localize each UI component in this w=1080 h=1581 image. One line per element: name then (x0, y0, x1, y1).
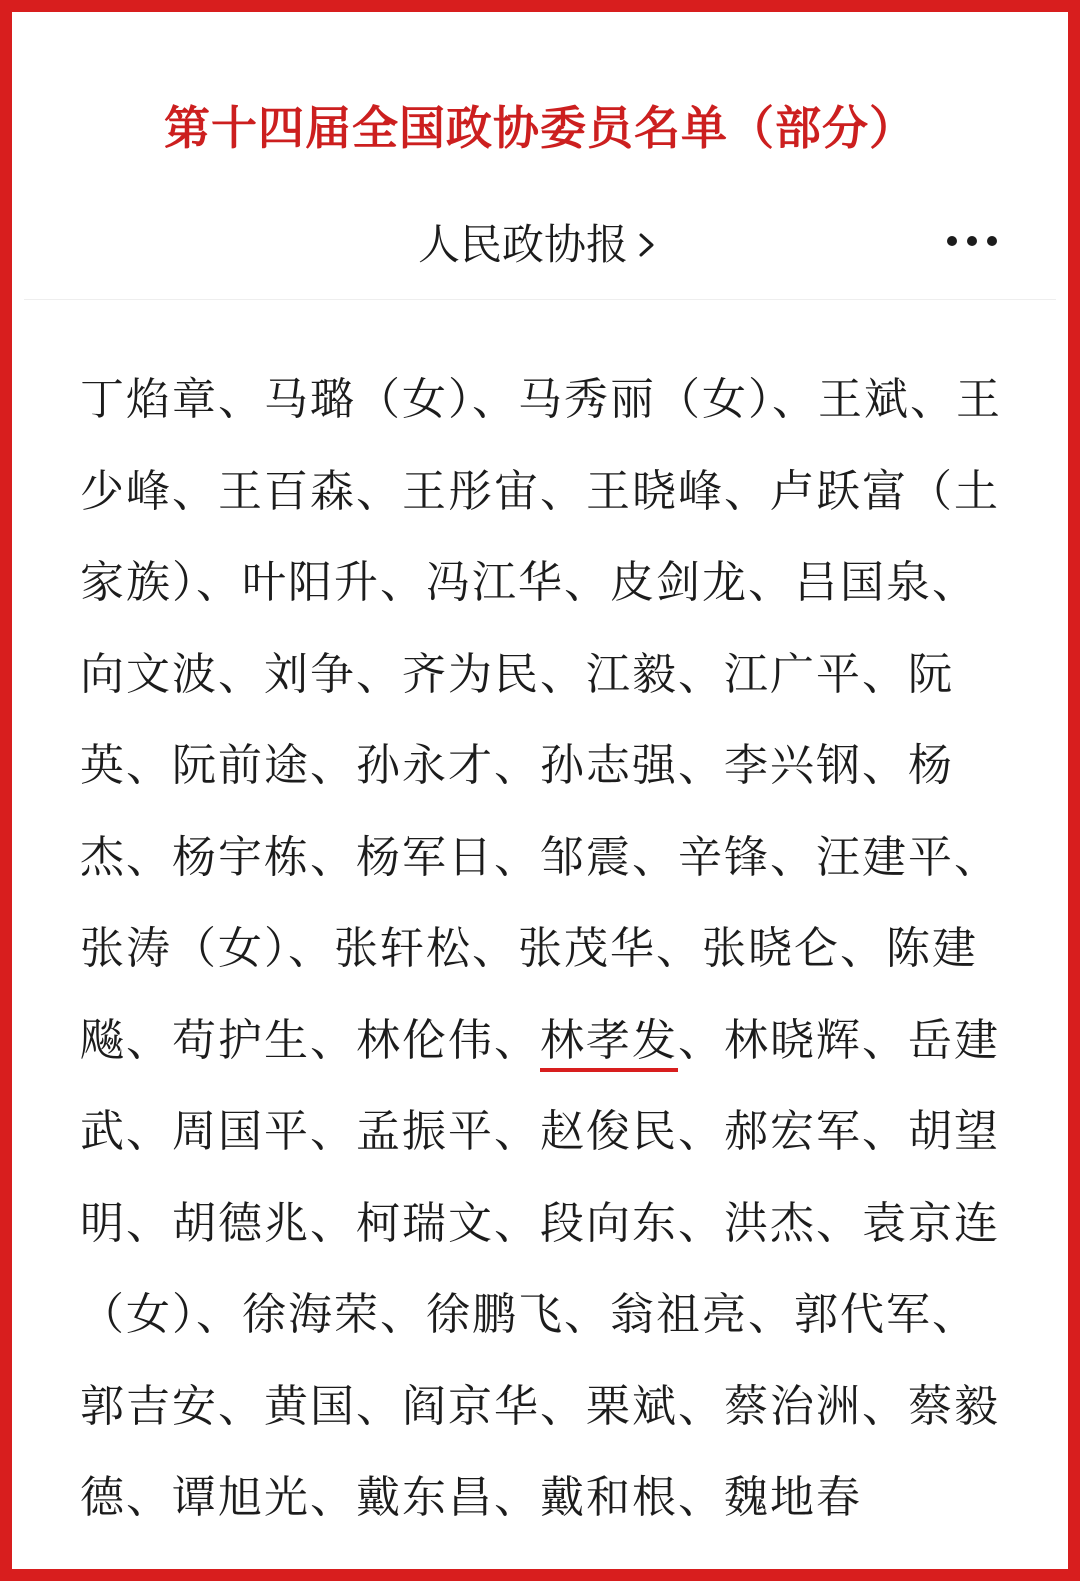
account-link[interactable] (12, 212, 1068, 275)
account-name: 人民政协报 (417, 219, 628, 269)
account-row (12, 212, 1068, 272)
member-name-link[interactable]: 林孝发 (540, 1015, 678, 1072)
header-divider (24, 299, 1056, 300)
member-list-text-part1: 丁焰章、马璐（女）、马秀丽（女）、王斌、王少峰、王百森、王彤宙、王晓峰、卢跃富（土家族）、叶阳升、冯江华、皮剑龙、吕国泉、向文波、刘争、齐为民、江毅、江广平、阮英、阮前途、孙永才、孙志强、李兴钢、杨杰、杨宇栋、杨军日、邹震、辛锋、汪建平、张涛（女）、张轩松、张茂华、张晓仑、陈建飚、苟护生、林伦伟、 (80, 374, 1002, 1066)
member-list (80, 354, 1008, 1544)
chevron-right-icon (632, 225, 662, 265)
member-list-text-part2: 、林晓辉、岳建武、周国平、孟振平、赵俊民、郝宏军、胡望明、胡德兆、柯瑞文、段向东、洪杰、袁京连（女）、徐海荣、徐鹏飞、翁祖亮、郭代军、郭吉安、黄国、阎京华、栗斌、蔡治洲、蔡毅德、谭旭光、戴东昌、戴和根、魏地春 (80, 1014, 1000, 1523)
ellipsis-icon[interactable] (944, 226, 1000, 256)
article-title: 第十四届全国政协委员名单（部分） (164, 101, 916, 155)
